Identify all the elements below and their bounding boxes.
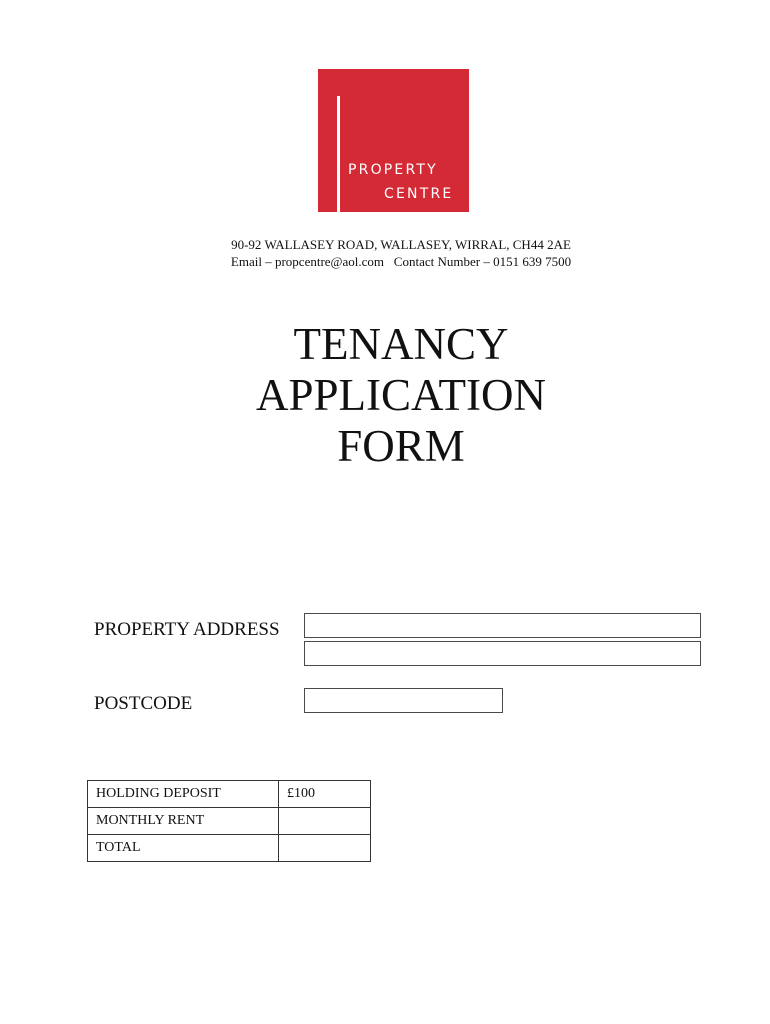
property-address-line-1-input[interactable]: [304, 613, 701, 638]
monthly-rent-label: MONTHLY RENT: [88, 808, 279, 835]
holding-deposit-label: HOLDING DEPOSIT: [88, 781, 279, 808]
form-title-line-2: APPLICATION: [255, 370, 547, 420]
logo-vertical-rule: [337, 96, 340, 212]
table-row: [88, 808, 371, 835]
table-row: [88, 835, 371, 862]
postcode-input[interactable]: [304, 688, 503, 713]
logo-text-property: PROPERTY: [348, 162, 438, 178]
form-title: [200, 319, 602, 472]
monthly-rent-value[interactable]: [279, 808, 371, 835]
postcode-label: POSTCODE: [94, 693, 193, 714]
logo-text-centre: CENTRE: [384, 186, 454, 202]
total-value[interactable]: [279, 835, 371, 862]
table-row: [88, 781, 371, 808]
holding-deposit-value[interactable]: £100: [279, 781, 371, 808]
property-address-label: PROPERTY ADDRESS: [94, 619, 280, 640]
company-contact-block: [0, 236, 770, 270]
property-address-line-2-input[interactable]: [304, 641, 701, 666]
company-address: 90-92 WALLASEY ROAD, WALLASEY, WIRRAL, CH44 2AE: [231, 237, 571, 252]
property-centre-logo: [318, 69, 469, 212]
form-title-line-1: TENANCY: [293, 319, 509, 369]
form-title-line-3: FORM: [337, 421, 465, 471]
fees-table: [87, 780, 371, 862]
total-label: TOTAL: [88, 835, 279, 862]
company-contact: Email – propcentre@aol.com Contact Number – 0151 639 7500: [230, 254, 572, 269]
